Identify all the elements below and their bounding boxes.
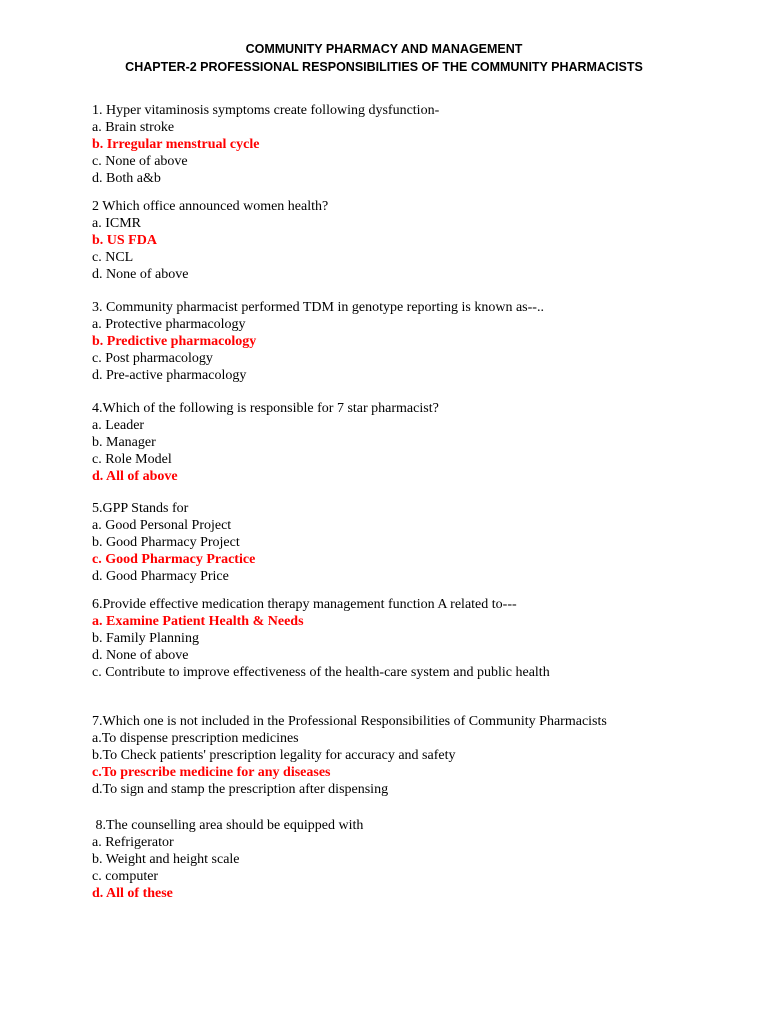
question-text: 4.Which of the following is responsible for 7 star pharmacist? (92, 401, 439, 416)
option-c: c. computer (92, 868, 159, 884)
option-b-correct-answer: b. US FDA (92, 232, 157, 248)
question-block-2 (92, 199, 752, 283)
option-c-correct-answer: c.To prescribe medicine for any diseases (92, 764, 331, 780)
question-block-8 (92, 818, 752, 902)
document-title: COMMUNITY PHARMACY AND MANAGEMENT (245, 42, 523, 56)
option-b-correct-answer: b. Irregular menstrual cycle (92, 136, 260, 152)
option-b-correct-answer: b. Predictive pharmacology (92, 333, 257, 349)
option-a-correct-answer: a. Examine Patient Health & Needs (92, 613, 304, 629)
option-a: a. Protective pharmacology (92, 316, 246, 332)
option-b: b.To Check patients' prescription legality for accuracy and safety (92, 747, 456, 763)
question-block-1 (92, 103, 752, 187)
option-a: a. Good Personal Project (92, 517, 232, 533)
option-d: d. Both a&b (92, 170, 161, 186)
option-d-correct-answer: d. All of above (92, 468, 178, 484)
question-text: 3. Community pharmacist performed TDM in genotype reporting is known as--.. (92, 300, 544, 315)
option-a: a. ICMR (92, 215, 141, 231)
question-text: 1. Hyper vitaminosis symptoms create following dysfunction- (92, 103, 440, 118)
option-b: b. Manager (92, 434, 156, 450)
question-block-7 (92, 714, 752, 798)
option-a: a.To dispense prescription medicines (92, 730, 299, 746)
option-c: c. Contribute to improve effectiveness of the health-care system and public health (92, 664, 550, 680)
option-d: d. None of above (92, 647, 189, 663)
option-d-correct-answer: d. All of these (92, 885, 173, 901)
option-b: b. Good Pharmacy Project (92, 534, 240, 550)
option-c-correct-answer: c. Good Pharmacy Practice (92, 551, 256, 567)
chapter-title: CHAPTER-2 PROFESSIONAL RESPONSIBILITIES OF THE COMMUNITY PHARMACISTS (125, 60, 643, 74)
option-a: a. Leader (92, 417, 145, 433)
question-text: 8.The counselling area should be equipped with (92, 818, 364, 833)
question-text: 5.GPP Stands for (92, 501, 189, 516)
question-block-6 (92, 597, 752, 681)
option-c: c. Role Model (92, 451, 172, 467)
question-block-5 (92, 501, 752, 585)
option-b: b. Weight and height scale (92, 851, 240, 867)
option-c: c. Post pharmacology (92, 350, 213, 366)
question-text: 7.Which one is not included in the Professional Responsibilities of Community Pharmacists (92, 714, 607, 729)
option-a: a. Brain stroke (92, 119, 175, 135)
question-block-3 (92, 300, 752, 384)
question-text: 2 Which office announced women health? (92, 199, 329, 214)
option-d: d.To sign and stamp the prescription after dispensing (92, 781, 389, 797)
option-a: a. Refrigerator (92, 834, 174, 850)
option-b: b. Family Planning (92, 630, 199, 646)
option-d: d. None of above (92, 266, 189, 282)
question-block-4 (92, 401, 752, 485)
question-text: 6.Provide effective medication therapy management function A related to--- (92, 597, 517, 612)
option-d: d. Pre-active pharmacology (92, 367, 247, 383)
option-c: c. None of above (92, 153, 188, 169)
option-c: c. NCL (92, 249, 134, 265)
option-d: d. Good Pharmacy Price (92, 568, 229, 584)
